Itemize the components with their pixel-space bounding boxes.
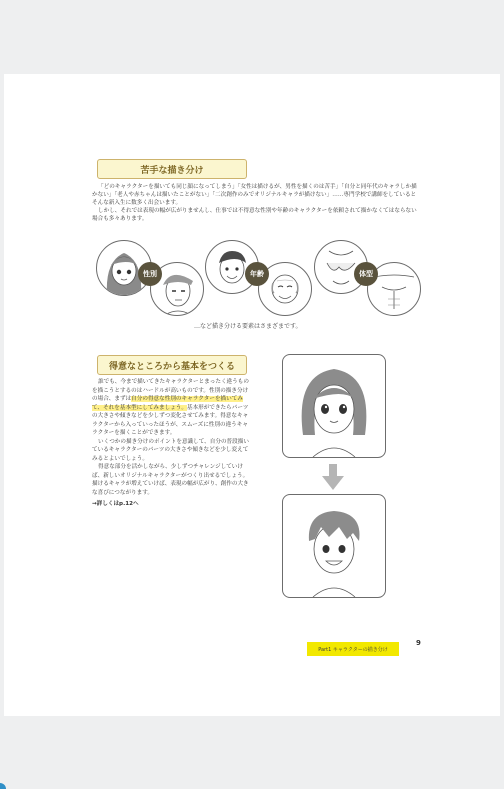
part-label: Part1 キャラクターの描き分け [318,646,388,653]
heading-text: 得意なところから基本をつくる [108,361,235,372]
page-reference-link[interactable]: →詳しくはp.12へ [92,501,139,507]
male-portrait-icon [283,495,385,597]
paragraph: 誰でも、今まで描いてきたキャラクターとまったく違うものを描こうとするのはハードルが高いものです。性別の描き分けの場合、まずは自分の得意な性別のキャラクターを描いてみて、それを基本型にしてみましょう。基本形ができたらパーツの大きさや傾きなどを少しずつ変化させてみます。得意なキャラクターから入っていったほうが、スムーズに性別の違うキャラクターを描くことができます。 [92,379,249,436]
variation-caption: …など描き分ける要素はさまざまです。 [194,323,302,330]
paragraph: 「どのキャラクターを描いても同じ顔になってしまう」「女性は描けるが、男性を描くのは苦手」「自分と同年代のキャラしか描かない」「老人や赤ちゃんは描いたことがない」「二次創作のみでオリジナルキャラが描けない」……専門学校で講師をしているとそんな新入生に数多く出会います。 [92,184,417,206]
section1-body [92,183,418,223]
female-portrait-icon [283,355,385,457]
badge-age: 年齢 [245,262,269,286]
paragraph: しかし、それでは表現の幅が広がりませんし、仕事では不得意な性別や年齢のキャラクターを依頼されて描かなくてはならない場合も多々あります。 [92,208,417,222]
arrow-down-icon [322,464,344,490]
paragraph: 得意な部分を活かしながら、少しずつチャレンジしていけば、新しいオリジナルキャラクターがつくり出せるでしょう。描けるキャラが増えていけば、表現の幅が広がり、創作の大きな喜びにつながります。 [92,464,249,496]
section-heading-weak-points [97,159,247,179]
book-page [4,74,500,716]
male-portrait-frame [282,494,386,598]
section-heading-basics [97,355,247,375]
heading-text: 苦手な描き分け [140,165,204,176]
paragraph: いくつかの描き分けのポイントを意識して、自分の普段描いているキャラクターのパーツの大きさや傾きなどを少し変えてみるとよいでしょう。 [92,438,249,462]
page-number: 9 [416,639,421,647]
corner-accent [0,783,6,789]
female-portrait-frame [282,354,386,458]
part-label-band [307,642,399,656]
section2-body [92,378,252,509]
badge-gender: 性別 [138,262,162,286]
highlight-text: 自分の得意な性別のキャラクターを描いてみて、それを基本型にしてみましょう。 [92,396,243,411]
badge-body-type: 体型 [354,262,378,286]
